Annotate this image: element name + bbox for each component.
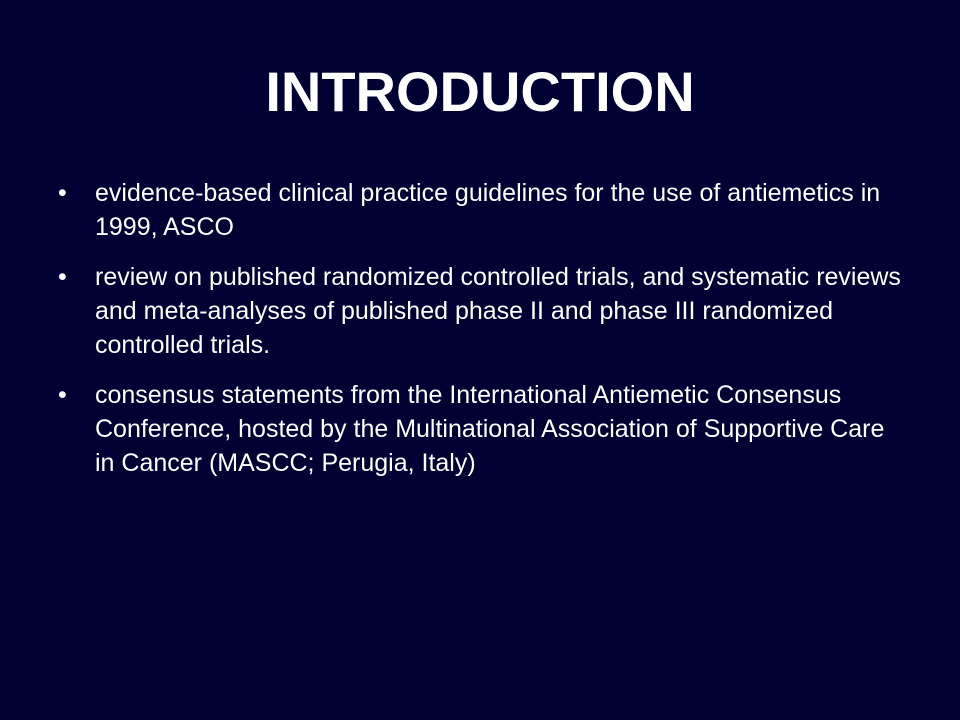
- bullet-dot-icon: •: [58, 179, 67, 207]
- bullet-text: evidence-based clinical practice guidelines for the use of antiemetics in 1999, ASCO: [95, 179, 881, 241]
- bullet-list: [58, 176, 908, 496]
- bullet-dot-icon: •: [58, 381, 67, 409]
- bullet-item: [58, 176, 908, 244]
- bullet-item: [58, 378, 908, 480]
- bullet-text: consensus statements from the International Antiemetic Consensus Conference, hosted by the Multinational Association of Supportive Care in Cancer (MASCC; Perugia, Italy): [95, 381, 885, 477]
- bullet-dot-icon: •: [58, 263, 67, 291]
- bullet-text: review on published randomized controlled trials, and systematic reviews and meta-analyses of published phase II and phase III randomized controlled trials.: [95, 263, 901, 359]
- bullet-item: [58, 260, 908, 362]
- slide-title: INTRODUCTION: [265, 60, 695, 123]
